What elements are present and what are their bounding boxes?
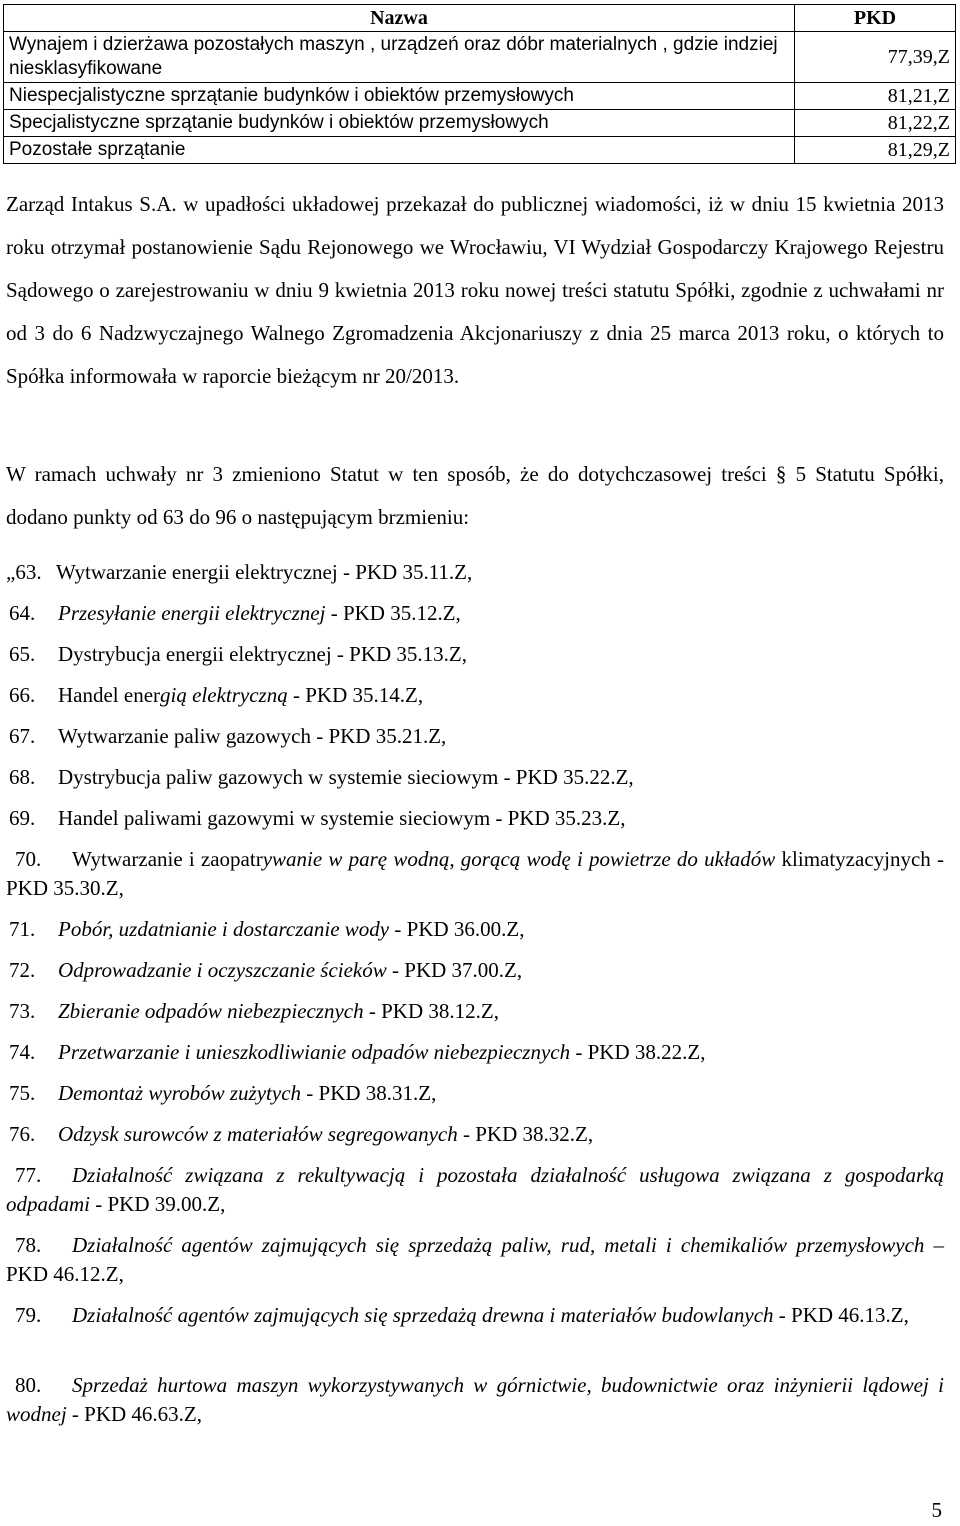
item-number: 64. <box>9 601 36 625</box>
item-number: 66. <box>9 683 36 707</box>
amendment-paragraph: W ramach uchwały nr 3 zmieniono Statut w ten sposób, że do dotychczasowej treści § 5 Statutu Spółki, dodano punkty od 63 do 96 o następującym brzmieniu: <box>6 462 944 529</box>
item-pkd: - PKD 38.22.Z, <box>570 1040 706 1064</box>
item-number: 72. <box>9 958 36 982</box>
item-text: Zbieranie odpadów niebezpiecznych <box>58 999 364 1023</box>
item-number: 70. <box>15 847 42 871</box>
item-pkd: - PKD 35.12.Z, <box>325 601 461 625</box>
item-text: Przetwarzanie i unieszkodliwianie odpadów niebezpiecznych <box>58 1040 571 1064</box>
item-number: 78. <box>15 1233 42 1257</box>
item-number: 79. <box>15 1303 42 1327</box>
pkd-table <box>3 4 956 164</box>
item-text: Odzysk surowców z materiałów segregowanych <box>58 1122 458 1146</box>
item-pkd: - PKD 46.13.Z, <box>773 1303 909 1327</box>
item-number: 73. <box>9 999 36 1023</box>
item-pkd: – PKD 46.12.Z, <box>6 1233 944 1286</box>
row-name: Wynajem i dzierżawa pozostałych maszyn , urządzeń oraz dóbr materialnych , gdzie indziej niesklasyfikowane <box>4 32 795 83</box>
table-row <box>4 110 956 137</box>
item-number: 80. <box>15 1373 42 1397</box>
list-item-68 <box>0 763 634 791</box>
item-number: 75. <box>9 1081 36 1105</box>
item-text: Działalność agentów zajmujących się sprzedażą paliw, rud, metali i chemikaliów przemysłowych <box>72 1233 925 1257</box>
item-number: 77. <box>15 1163 42 1187</box>
row-code: 81,22,Z <box>795 110 956 137</box>
page-number: 5 <box>931 1498 942 1522</box>
row-code: 81,21,Z <box>795 83 956 110</box>
list-item-75 <box>0 1079 436 1107</box>
item-number: 69. <box>9 806 36 830</box>
column-header-code: PKD <box>795 5 956 32</box>
row-code: 77,39,Z <box>795 32 956 83</box>
table-row <box>4 83 956 110</box>
item-text-italic: ywanie w parę wodną, gorącą wodę i powietrze do układów <box>262 847 776 871</box>
list-item-70 <box>6 845 944 903</box>
list-item-73 <box>0 997 499 1025</box>
item-text: Odprowadzanie i oczyszczanie ścieków <box>58 958 387 982</box>
list-item-64 <box>0 599 461 627</box>
item-number: 68. <box>9 765 36 789</box>
list-item-79 <box>6 1301 944 1330</box>
item-number: 76. <box>9 1122 36 1146</box>
item-number: 65. <box>9 642 36 666</box>
list-item-74 <box>0 1038 705 1066</box>
item-text: Wytwarzanie i zaopatr <box>72 847 263 871</box>
item-number: 71. <box>9 917 36 941</box>
item-text: Dystrybucja paliw gazowych w systemie sieciowym - PKD 35.22.Z, <box>58 765 634 789</box>
row-name: Specjalistyczne sprzątanie budynków i obiektów przemysłowych <box>4 110 795 137</box>
item-text: Sprzedaż hurtowa maszyn wykorzystywanych w górnictwie, budownictwie oraz inżynierii lądowej i wodnej <box>6 1373 944 1426</box>
item-pkd: klimatyzacyjnych - PKD 35.30.Z, <box>6 847 944 900</box>
list-item-66 <box>0 681 423 709</box>
item-text: Handel ener <box>58 683 161 707</box>
column-header-name: Nazwa <box>4 5 795 32</box>
item-pkd: - PKD 38.32.Z, <box>457 1122 594 1146</box>
item-pkd: - PKD 36.00.Z, <box>389 917 525 941</box>
list-item-65 <box>0 640 467 668</box>
item-text: Wytwarzanie energii elektrycznej - PKD 35.11.Z, <box>56 560 473 584</box>
table-row <box>4 32 956 83</box>
list-item-80 <box>6 1371 944 1429</box>
list-item-78 <box>6 1231 944 1289</box>
item-text: Działalność agentów zajmujących się sprzedażą drewna i materiałów budowlanych <box>72 1303 774 1327</box>
intro-paragraph: Zarząd Intakus S.A. w upadłości układowej przekazał do publicznej wiadomości, iż w dniu 15 kwietnia 2013 roku otrzymał postanowienie Sądu Rejonowego we Wrocławiu, VI Wydział Gospodarczy Krajowego Rejestru Sądowego o zarejestrowaniu w dniu 9 kwietnia 2013 roku nowej treści statutu Spółki, zgodnie z uchwałami nr od 3 do 6 Nadzwyczajnego Walnego Zgromadzenia Akcjonariuszy z dnia 25 marca 2013 roku, o których to Spółka informowała w raporcie bieżącym nr 20/2013. <box>6 192 944 388</box>
item-text: Wytwarzanie paliw gazowych - PKD 35.21.Z, <box>58 724 447 748</box>
row-code: 81,29,Z <box>795 137 956 164</box>
list-item-76 <box>0 1120 593 1148</box>
list-item-69 <box>0 804 625 832</box>
list-item-77 <box>6 1161 944 1219</box>
item-pkd: - PKD 39.00.Z, <box>90 1192 226 1216</box>
item-text: Działalność związana z rekultywacją i pozostała działalność usługowa związana z gospodarką odpadami <box>6 1163 944 1216</box>
list-item-63 <box>6 558 472 586</box>
item-number: 74. <box>9 1040 36 1064</box>
item-pkd: - PKD 38.12.Z, <box>363 999 499 1023</box>
item-text: Pobór, uzdatnianie i dostarczanie wody <box>58 917 390 941</box>
item-pkd: - PKD 37.00.Z, <box>386 958 523 982</box>
table-row <box>4 137 956 164</box>
item-number: 67. <box>9 724 36 748</box>
table-header-row <box>4 5 956 32</box>
item-pkd: - PKD 46.63.Z, <box>66 1402 203 1426</box>
list-item-71 <box>0 915 524 943</box>
item-pkd: - PKD 35.14.Z, <box>287 683 424 707</box>
list-item-67 <box>0 722 446 750</box>
item-text: Demontaż wyrobów zużytych <box>58 1081 302 1105</box>
item-pkd: - PKD 38.31.Z, <box>301 1081 437 1105</box>
list-item-72 <box>0 956 522 984</box>
item-text: Dystrybucja energii elektrycznej - PKD 35.13.Z, <box>58 642 467 666</box>
item-text-italic: gią elektryczną <box>160 683 288 707</box>
row-name: Pozostałe sprzątanie <box>4 137 795 164</box>
item-number: „63. <box>6 560 42 584</box>
item-text: Przesyłanie energii elektrycznej <box>58 601 326 625</box>
row-name: Niespecjalistyczne sprzątanie budynków i obiektów przemysłowych <box>4 83 795 110</box>
item-text: Handel paliwami gazowymi w systemie sieciowym - PKD 35.23.Z, <box>58 806 626 830</box>
